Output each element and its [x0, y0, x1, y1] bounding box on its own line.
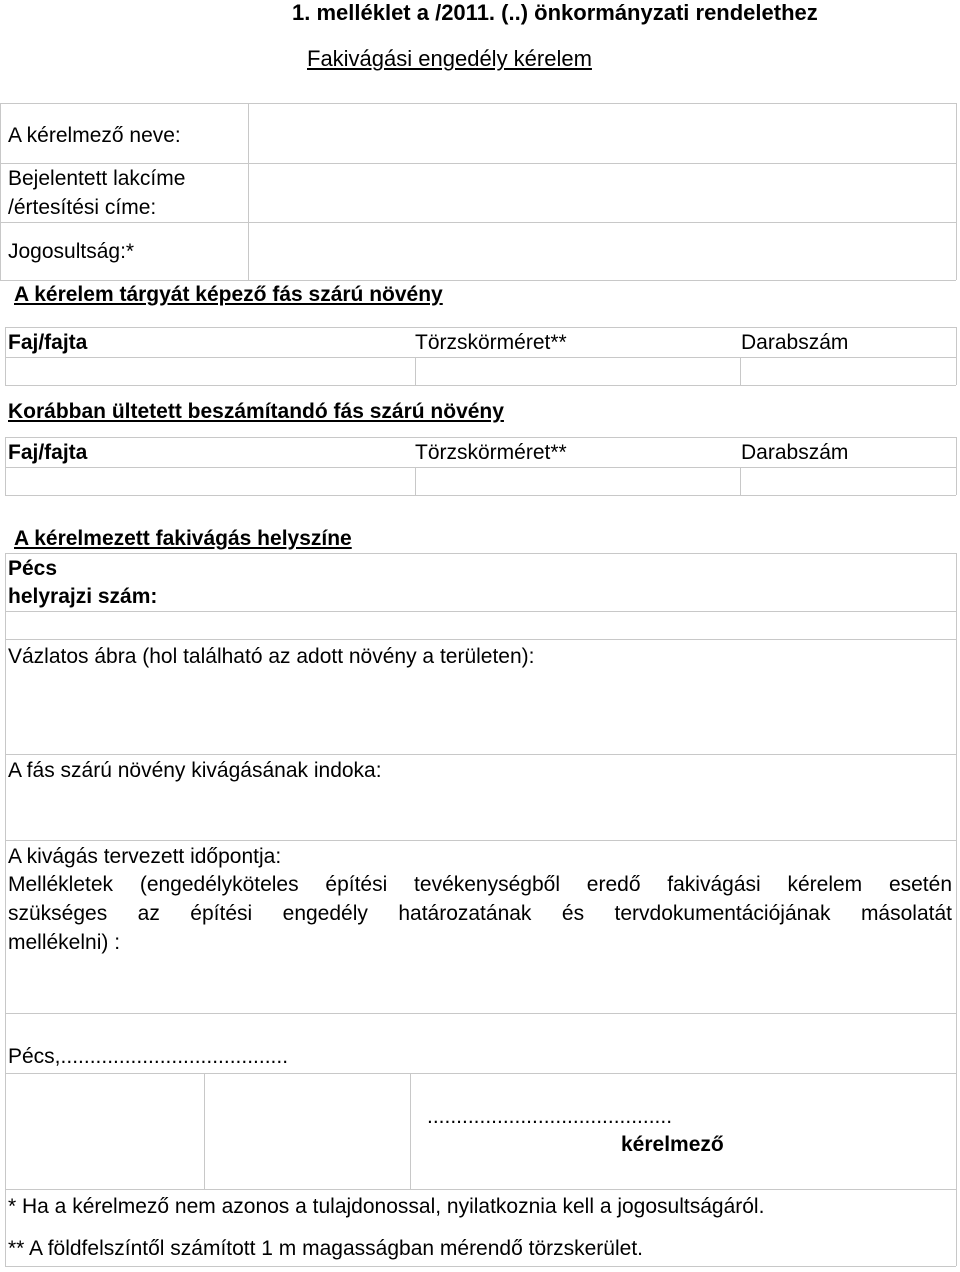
subject-species-field[interactable] [6, 358, 414, 384]
entitlement-label: Jogosultság:* [8, 240, 135, 263]
parcel-number-label: helyrajzi szám: [8, 585, 158, 608]
address-label-line1: Bejelentett lakcíme [8, 167, 186, 190]
subject-plant-heading: A kérelem tárgyát képező fás szárú növény [14, 283, 443, 306]
earlier-species-field[interactable] [6, 468, 414, 494]
location-heading: A kérelmezett fakivágás helyszíne [14, 527, 352, 550]
subject-col-trunk: Törzskörméret** [415, 331, 567, 354]
reason-field[interactable] [6, 786, 955, 839]
location-city: Pécs [8, 557, 58, 580]
sketch-label: Vázlatos ábra (hol található az adott növény a területen): [8, 645, 535, 668]
entitlement-field[interactable] [249, 223, 955, 279]
subject-count-field[interactable] [741, 358, 955, 384]
reason-label: A fás szárú növény kivágásának indoka: [8, 759, 382, 782]
footnote-entitlement: * Ha a kérelmező nem azonos a tulajdonossal, nyilatkoznia kell a jogosultságáról. [8, 1195, 765, 1218]
parcel-number-field[interactable] [6, 612, 955, 638]
sketch-area[interactable] [6, 672, 955, 753]
earlier-col-species: Faj/fajta [8, 441, 88, 464]
address-field[interactable] [249, 164, 955, 221]
earlier-plant-heading: Korábban ültetett beszámítandó fás szárú növény [8, 400, 504, 423]
applicant-name-label: A kérelmező neve: [8, 124, 181, 147]
attachments-text-line3: mellékelni) : [8, 931, 121, 954]
attachments-field[interactable] [6, 960, 955, 1012]
earlier-col-trunk: Törzskörméret** [415, 441, 567, 464]
address-label-line2: /értesítési címe: [8, 196, 157, 219]
earlier-trunk-field[interactable] [416, 468, 739, 494]
subject-col-species: Faj/fajta [8, 331, 88, 354]
signer-label: kérelmező [621, 1133, 724, 1156]
annex-reference: 1. melléklet a /2011. (..) önkormányzati rendelethez [292, 0, 818, 25]
subject-col-count: Darabszám [741, 331, 849, 354]
earlier-count-field[interactable] [741, 468, 955, 494]
footnote-trunk-circumference: ** A földfelszíntől számított 1 m magasságban mérendő törzskerület. [8, 1237, 643, 1260]
place-date-line: Pécs,....................................... [8, 1045, 289, 1068]
applicant-name-field[interactable] [249, 104, 955, 162]
planned-date-label: A kivágás tervezett időpontja: [8, 845, 282, 868]
subject-trunk-field[interactable] [416, 358, 739, 384]
signature-field[interactable] [411, 1074, 955, 1188]
attachments-text-line2: szükséges az építési engedély határozatának és tervdokumentációjának másolatát [8, 902, 952, 925]
form-title: Fakivágási engedély kérelem [307, 46, 592, 71]
attachments-text-line1: Mellékletek (engedélyköteles építési tevékenységből eredő fakivágási kérelem esetén [8, 873, 952, 896]
earlier-col-count: Darabszám [741, 441, 849, 464]
signature-dots: .......................................... [427, 1105, 673, 1128]
